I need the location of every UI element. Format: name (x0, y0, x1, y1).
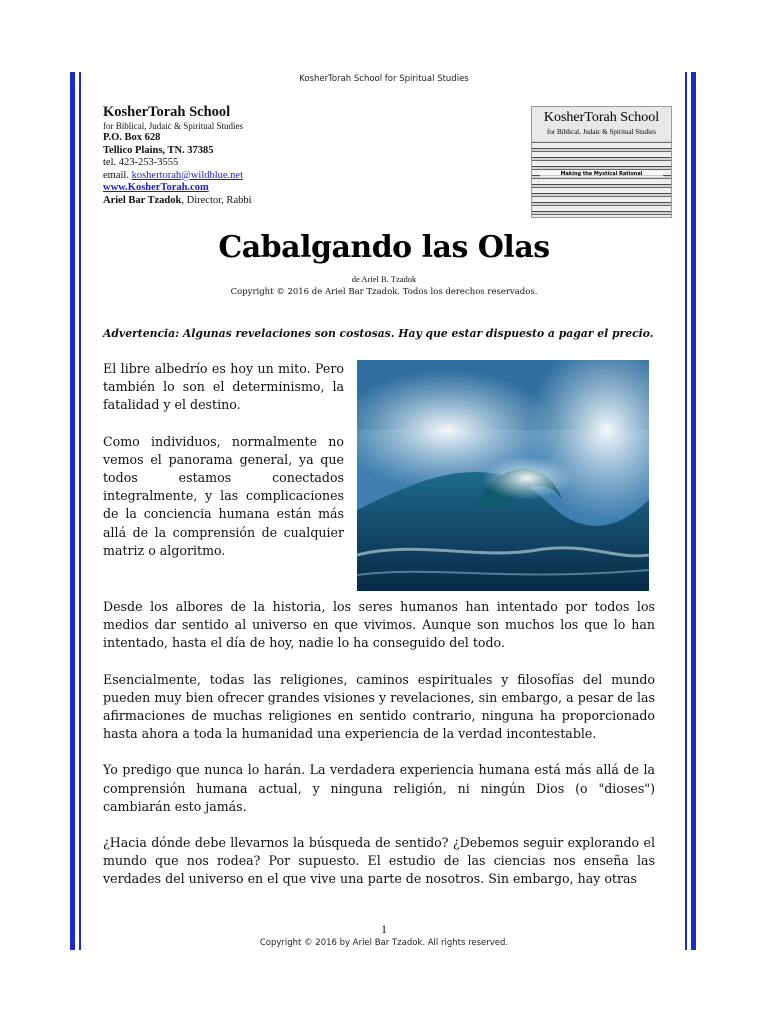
footer-copyright: Copyright © 2016 by Ariel Bar Tzadok. All rights reserved. (259, 938, 509, 948)
byline: de Ariel B. Tzadok (351, 274, 417, 284)
main-text (103, 598, 655, 907)
email-label: email. (103, 169, 129, 181)
telephone: tel. 423-253-3555 (103, 157, 179, 168)
website-link[interactable]: www.KosherTorah.com (103, 182, 209, 193)
email-link[interactable]: koshertorah@wildblue.net (131, 169, 244, 181)
paragraph-1: El libre albedrío es hoy un mito. Pero también lo son el determinismo, la fatalidad y el destino. (103, 361, 344, 413)
article-title: Cabalgando las Olas (218, 230, 550, 265)
wave-photo (357, 360, 649, 591)
school-subtitle: for Biblical, Judaic & Spiritual Studies (103, 121, 243, 131)
intro-column (103, 360, 344, 578)
director-name: Ariel Bar Tzadok (103, 194, 182, 206)
city: Tellico Plains, TN. 37385 (103, 144, 214, 156)
paragraph-2: Como individuos, normalmente no vemos el panorama general, ya que todos estamos conectados integralmente, y las complicaciones de la conciencia humana están más allá de la comprensión de cualquier matriz o algoritmo. (103, 433, 344, 558)
paragraph-3: Desde los albores de la historia, los seres humanos han intentado por todos los medios dar sentido al universo en que vivimos. Aunque son muchos los que lo han intentado, hasta el día de hoy, nadie lo ha conseguido del todo. (103, 599, 655, 651)
paragraph-5: Yo predigo que nunca lo harán. La verdadera experiencia humana está más allá de la comprensión humana actual, y ninguna religión, ni ningún Dios (o "dioses") cambiarán esto jamás. (103, 762, 655, 814)
right-page-border (684, 72, 698, 950)
logo-subtitle: for Biblical, Judaic & Spiritual Studies (547, 128, 656, 136)
email-line (103, 170, 403, 183)
logo-tagline: Making the Mystical Rational (540, 171, 663, 177)
letterhead (103, 104, 403, 207)
po-box: P.O. Box 628 (103, 132, 161, 143)
director-line (103, 195, 403, 208)
running-header: KosherTorah School for Spiritual Studies (299, 74, 469, 84)
hebrew-text-texture (532, 141, 671, 218)
director-role: , Director, Rabbi (181, 194, 252, 206)
left-page-border (70, 72, 84, 950)
copyright-notice: Copyright © 2016 de Ariel Bar Tzadok. Todos los derechos reservados. (230, 287, 538, 297)
logo-title: KosherTorah School (543, 110, 660, 125)
school-name: KosherTorah School (103, 104, 231, 120)
paragraph-6: ¿Hacia dónde debe llevarnos la búsqueda de sentido? ¿Debemos seguir explorando el mundo que nos rodea? Por supuesto. El estudio de las ciencias nos enseña las verdades del universo en el que vive una parte de nosotros. Sin embargo, hay otras (103, 835, 655, 887)
school-logo (531, 106, 672, 218)
page-number: 1 (381, 922, 387, 936)
paragraph-4: Esencialmente, todas las religiones, caminos espirituales y filosofías del mundo pueden muy bien ofrecer grandes visiones y revelaciones, sin embargo, a pesar de las afirmaciones de muchas religiones en sentido contrario, ninguna ha proporcionado hasta ahora a toda la humanidad una experiencia de la verdad incontestable. (103, 671, 655, 742)
warning-line: Advertencia: Algunas revelaciones son costosas. Hay que estar dispuesto a pagar el precio. (103, 327, 654, 340)
